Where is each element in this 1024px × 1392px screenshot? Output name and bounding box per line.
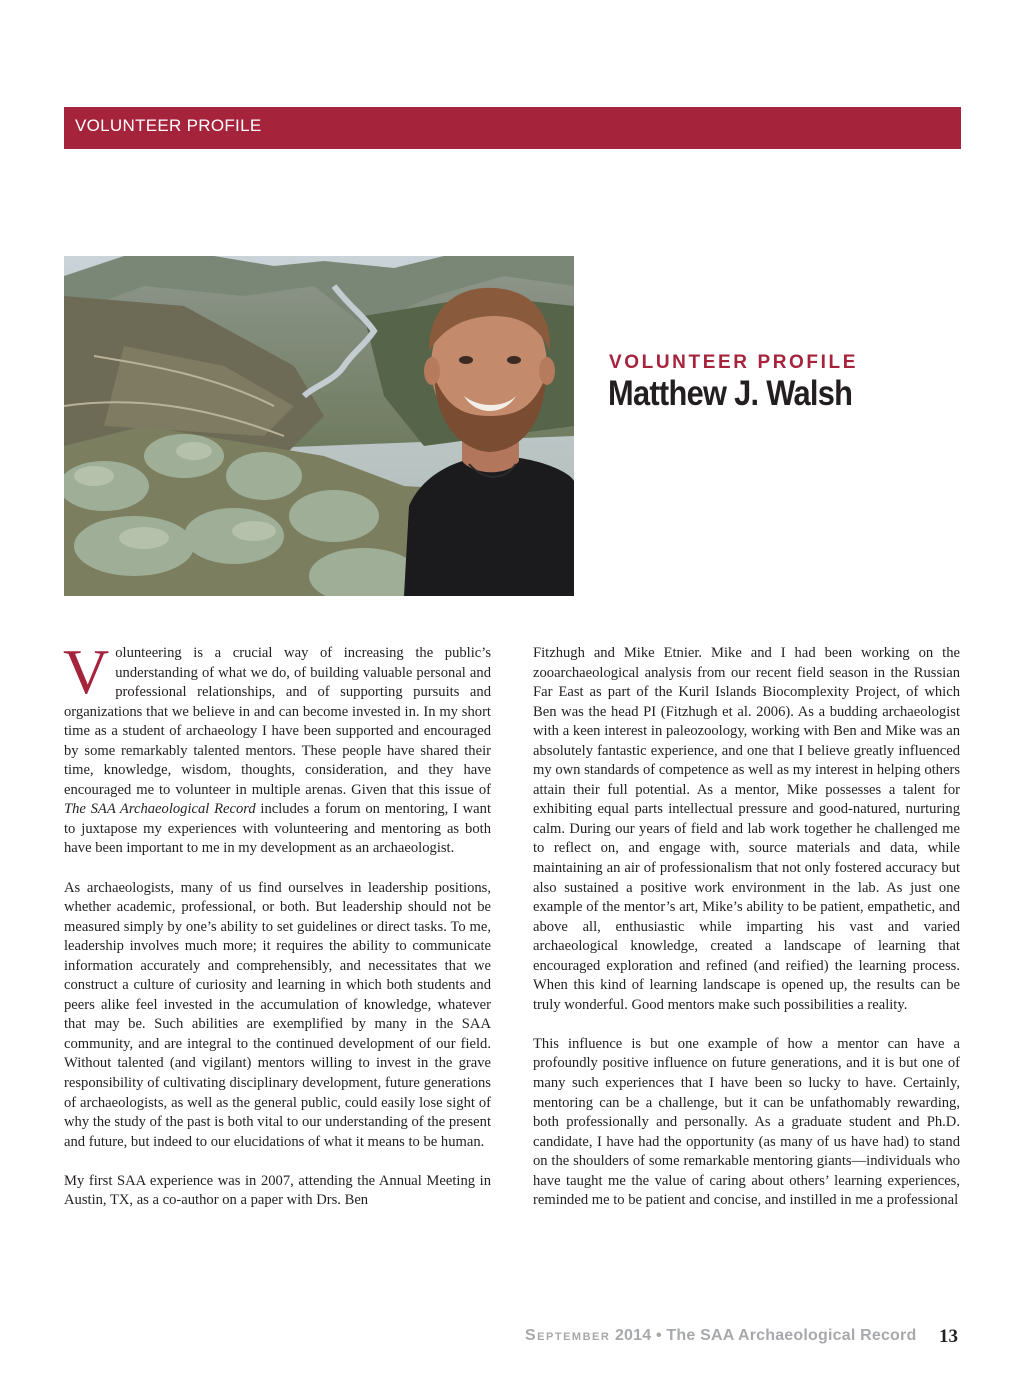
banner-label: VOLUNTEER PROFILE: [75, 116, 262, 135]
drop-cap: V: [63, 636, 110, 707]
portrait-photo: [64, 256, 574, 596]
footer-publication: 2014 • The SAA Archaeological Record: [610, 1327, 917, 1344]
article-paragraph: This influence is but one example of how a mentor can have a profoundly positive influence on future generations, and it is but one of many such experiences that I have been so lucky to have. Certainly, mentoring can be a challenge, but it can be unfathomably rewarding, both professionally and personally. As a graduate student and Ph.D. candidate, I have had the opportunity (as many of us have had) to stand on the shoulders of some remarkable mentoring giants—individuals who have taught me the value of caring about others’ learning experiences, reminded me to be patient and concise, and instilled in me a professional: [533, 1035, 960, 1209]
paragraph-text: olunteering is a crucial way of increasing the public’s understanding of what we do, of building valuable personal and professional relationships, and of supporting pursuits and organizations that we believe in and can become invested in. In my short time as a student of archaeology I have been supported and encouraged by some remarkably talented mentors. These people have shared their time, knowledge, wisdom, thoughts, consideration, and they have encouraged me to volunteer in multiple arenas. Given that this issue of: [64, 645, 491, 798]
article-paragraph: [63, 636, 491, 859]
article-column-left: [63, 636, 491, 1230]
paragraph-text: includes a forum on mentoring, I want to juxtapose my experiences with volunteering and mentoring as both have been important to me in my development as an archaeologist.: [64, 801, 491, 857]
article-column-right: [533, 644, 960, 1230]
profile-name: Matthew J. Walsh: [608, 374, 853, 413]
article-paragraph: My first SAA experience was in 2007, attending the Annual Meeting in Austin, TX, as a co-author on a paper with Drs. Ben: [64, 1172, 491, 1209]
article-paragraph: As archaeologists, many of us find ourselves in leadership positions, whether academic, professional, or both. But leadership should not be measured simply by one’s ability to set guidelines or direct tasks. To me, leadership involves much more; it requires the ability to communicate information accurately and comprehensibly, and necessitates that we construct a culture of curiosity and learning in which both students and peers alike feel invested in the accumulation of knowledge, whatever that may be. Such abilities are exemplified by many in the SAA community, and are integral to the continued development of our field. Without talented (and vigilant) mentors willing to invest in the grave responsibility of cultivating disciplinary development, future generations of archaeologists, as well as the general public, could easily lose sight of why the study of the past is both vital to our understanding of the present and future, but indeed to our elucidations of what it means to be human.: [64, 879, 491, 1150]
article-paragraph: Fitzhugh and Mike Etnier. Mike and I had been working on the zooarchaeological analysis from our recent field season in the Russian Far East as part of the Kuril Islands Biocomplexity Project, of which Ben was the head PI (Fitzhugh et al. 2006). As a budding archaeologist with a keen interest in paleozoology, working with Ben and Mike was an absolutely fantastic experience, and one that I believe greatly influenced my own standards of competence as well as my interest in helping others attain their full potential. As a mentor, Mike possesses a talent for exhibiting equal parts intellectual pressure and good-natured, nurturing calm. During our years of field and lab work together he challenged me to reflect on, and engage with, source materials and data, while maintaining an air of professionalism that not only fostered accuracy but also sustained a positive work environment in the lab. As just one example of the mentor’s art, Mike’s ability to be patient, empathetic, and above all, enthusiastic while imparting his vast and varied archaeological knowledge, created a landscape of learning that encouraged exploration and refined (and reified) the learning process. When this kind of learning landscape is opened up, the results can be truly wonderful. Good mentors make such possibilities a reality.: [533, 645, 960, 1013]
page-number: 13: [939, 1326, 958, 1347]
footer-month: September: [525, 1327, 611, 1344]
journal-title: The SAA Archaeological Record: [64, 801, 256, 818]
profile-kicker: VOLUNTEER PROFILE: [609, 352, 858, 373]
running-footer: [525, 1327, 916, 1345]
section-banner: [64, 107, 961, 149]
